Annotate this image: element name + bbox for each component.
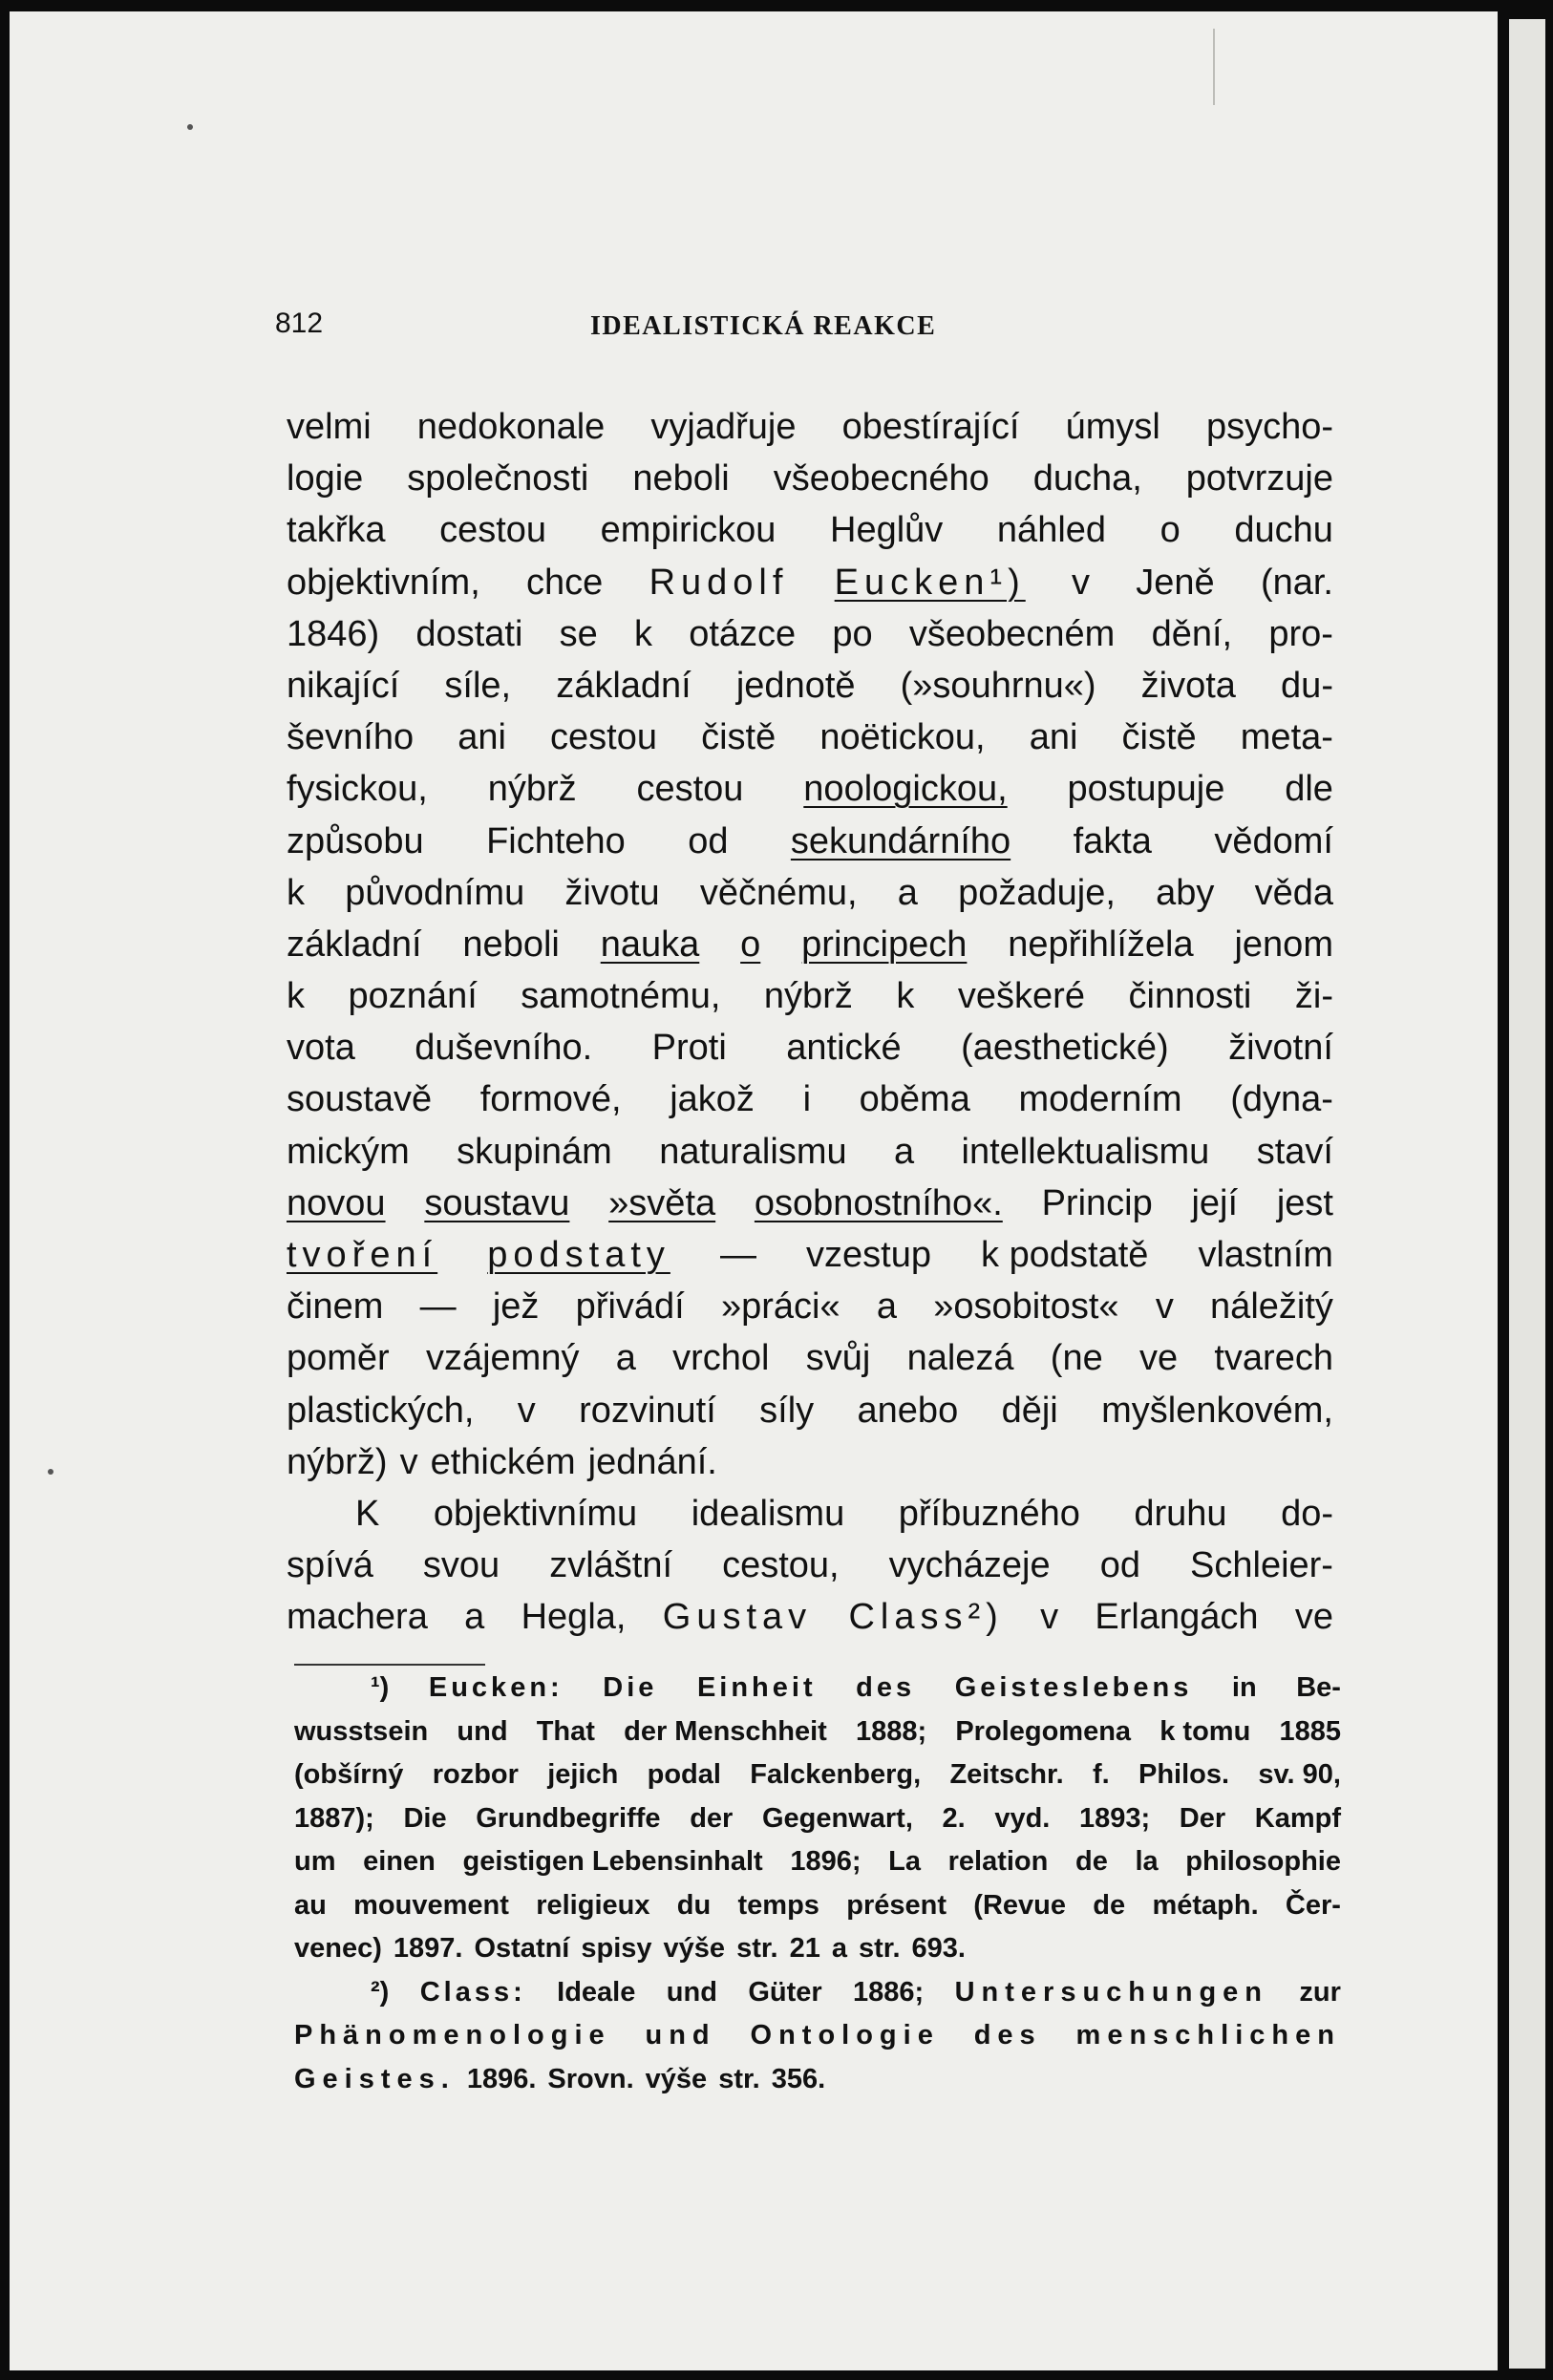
word: ži- — [1294, 976, 1333, 1017]
word: und — [645, 2020, 716, 2051]
footnote-line — [294, 1797, 1341, 1841]
word: logie — [287, 458, 364, 499]
word: K — [355, 1493, 380, 1534]
word: philosophie — [1185, 1846, 1341, 1877]
word: v — [399, 1441, 418, 1482]
word: jest — [1276, 1182, 1333, 1223]
word: jenom — [1234, 924, 1333, 965]
word: str. — [718, 2063, 760, 2094]
footnote-line — [294, 1753, 1341, 1797]
word: věčnému, — [699, 872, 858, 913]
word: novou — [287, 1182, 386, 1223]
word: i — [802, 1079, 812, 1120]
word: rozbor — [432, 1759, 519, 1790]
word: zvláštní — [549, 1545, 673, 1586]
word: takřka — [287, 510, 386, 551]
word: ducha, — [1032, 458, 1142, 499]
word: relation — [947, 1846, 1049, 1877]
word: myšlenkovém, — [1101, 1390, 1333, 1431]
word: 1888; — [856, 1715, 927, 1747]
word: cestou — [439, 510, 547, 551]
word: cestou — [636, 769, 744, 810]
word: 2. — [942, 1802, 966, 1834]
word: vyjadřuje — [650, 407, 797, 447]
word: se — [559, 613, 598, 654]
footnotes — [294, 1667, 1341, 2101]
word: cestou — [550, 717, 657, 758]
text-line — [287, 1540, 1333, 1591]
word: Geistes. — [294, 2063, 456, 2094]
word: Gegenwart, — [761, 1802, 913, 1834]
text-line — [287, 557, 1333, 608]
word: poměr — [287, 1338, 390, 1379]
word: (obšírný — [294, 1759, 404, 1790]
word: plastických, — [287, 1390, 475, 1431]
word: úmysl — [1065, 407, 1160, 447]
word: psycho- — [1205, 407, 1333, 447]
word: 1893; — [1078, 1802, 1151, 1834]
word: a — [876, 1286, 897, 1328]
footnote-line — [294, 2014, 1341, 2058]
word: Hegla, — [521, 1597, 627, 1638]
word: ani — [1029, 717, 1078, 758]
word: That — [536, 1715, 595, 1747]
word: druhu — [1134, 1493, 1227, 1534]
word: (»souhrnu«) — [900, 665, 1096, 706]
word: Philos. — [1138, 1759, 1230, 1790]
word: a — [897, 872, 918, 913]
word: noologickou, — [803, 769, 1008, 810]
word: objektivním, — [287, 562, 480, 603]
word: ději — [1001, 1390, 1058, 1431]
word: chce — [526, 562, 604, 603]
spaced-term: tvoření — [287, 1235, 438, 1275]
word: 1886; — [853, 1976, 925, 2008]
word: Class: — [419, 1976, 526, 2008]
word: intellektualismu — [961, 1131, 1210, 1172]
word: la — [1135, 1846, 1159, 1877]
spaced-name: Eucken¹) — [834, 562, 1026, 603]
word: vědomí — [1214, 820, 1333, 861]
word: nepřihlížela — [1008, 924, 1194, 965]
speck-mark — [187, 124, 193, 130]
word: základní — [287, 924, 422, 965]
word: mouvement — [353, 1889, 509, 1921]
text-line — [287, 401, 1333, 453]
word: vzestup — [806, 1235, 931, 1275]
word: vlastním — [1198, 1235, 1333, 1275]
word: k — [287, 976, 305, 1017]
word: Srovn. — [547, 2063, 634, 2094]
word: str. — [859, 1933, 901, 1964]
word: des — [856, 1672, 916, 1703]
word: du — [676, 1889, 712, 1921]
word: — — [419, 1286, 457, 1328]
word: veškeré — [957, 976, 1085, 1017]
word: všeobecného — [773, 458, 989, 499]
word: výše — [663, 1933, 726, 1964]
word: základní — [556, 665, 691, 706]
text-line — [287, 816, 1333, 867]
word: empirickou — [600, 510, 776, 551]
footnote-line — [294, 1927, 1341, 1971]
word: antické — [786, 1028, 902, 1069]
word: soustavu — [424, 1182, 570, 1223]
word: »osobitost« — [933, 1286, 1119, 1328]
word: spisy — [581, 1933, 652, 1964]
word: jakož — [670, 1079, 755, 1120]
word: de — [1074, 1846, 1108, 1877]
word: tvarech — [1214, 1338, 1333, 1379]
text-line — [287, 1488, 1333, 1540]
word: oběma — [859, 1079, 970, 1120]
running-title: IDEALISTICKÁ REAKCE — [590, 311, 937, 341]
word: Ostatní — [474, 1933, 570, 1964]
word: čistě — [701, 717, 776, 758]
word: života — [1140, 665, 1236, 706]
text-line — [287, 608, 1333, 660]
word: jež — [492, 1286, 540, 1328]
word: způsobu — [287, 820, 424, 861]
text-line — [287, 712, 1333, 763]
word: podal — [647, 1759, 721, 1790]
word: nalezá — [906, 1338, 1014, 1379]
word: od — [1099, 1545, 1140, 1586]
word: 693. — [911, 1933, 966, 1964]
word: des — [973, 2020, 1042, 2051]
word: životu — [564, 872, 660, 913]
word: pro- — [1268, 613, 1333, 654]
word: samotnému, — [521, 976, 721, 1017]
word: Proti — [651, 1028, 727, 1069]
footnote-line — [294, 1971, 1341, 2015]
page-header — [275, 308, 1345, 355]
word: 1897. — [393, 1933, 463, 1964]
word: Erlangách — [1095, 1597, 1259, 1638]
word: objektivnímu — [433, 1493, 638, 1534]
word: vrchol — [672, 1338, 770, 1379]
word: od — [688, 820, 729, 861]
word: temps — [737, 1889, 819, 1921]
footnote-line — [294, 1667, 1341, 1711]
word: neboli — [632, 458, 730, 499]
word: jednání. — [587, 1441, 717, 1482]
word: nikající — [287, 665, 400, 706]
word: Zeitschr. — [949, 1759, 1064, 1790]
word: staví — [1256, 1131, 1333, 1172]
word: Schleier- — [1190, 1545, 1333, 1586]
word: Falckenberg, — [750, 1759, 922, 1790]
word: (aesthetické) — [961, 1028, 1169, 1069]
word: duchu — [1234, 510, 1333, 551]
word: a — [464, 1597, 485, 1638]
word: (dyna- — [1230, 1079, 1333, 1120]
word: Ideale — [557, 1976, 636, 2008]
word: La — [888, 1846, 921, 1877]
word: 1896. — [466, 2063, 537, 2094]
word: — — [719, 1235, 756, 1275]
word: náležitý — [1210, 1286, 1333, 1328]
word: její — [1191, 1182, 1239, 1223]
word: sv. 90, — [1258, 1759, 1341, 1790]
word: svůj — [805, 1338, 871, 1379]
word: potvrzuje — [1185, 458, 1333, 499]
word: síly — [759, 1390, 815, 1431]
word: Prolegomena — [955, 1715, 1132, 1747]
word: příbuzného — [898, 1493, 1080, 1534]
word: životní — [1228, 1028, 1333, 1069]
word: ani — [457, 717, 506, 758]
word: au — [294, 1889, 327, 1921]
text-line — [287, 504, 1333, 556]
word: síle, — [444, 665, 512, 706]
main-text — [287, 401, 1333, 1644]
word: ²) — [371, 1976, 390, 2008]
word: formové, — [479, 1079, 622, 1120]
footnote-line — [294, 1711, 1341, 1754]
word: fakta — [1073, 820, 1152, 861]
word: (Revue — [973, 1889, 1066, 1921]
word: o — [740, 924, 761, 965]
word: poznání — [348, 976, 478, 1017]
word: métaph. — [1152, 1889, 1259, 1921]
word: původnímu — [345, 872, 525, 913]
word: všeobecném — [908, 613, 1116, 654]
word: spívá — [287, 1545, 373, 1586]
word: a — [894, 1131, 915, 1172]
word: po — [832, 613, 873, 654]
spaced-name: Gustav — [662, 1597, 813, 1638]
word: und — [666, 1976, 717, 2008]
word: 1846) — [287, 613, 380, 654]
word: meta- — [1240, 717, 1333, 758]
word: Geisteslebens — [954, 1672, 1193, 1703]
word: nedokonale — [416, 407, 606, 447]
word: Čer- — [1285, 1889, 1341, 1921]
word: vycházeje — [888, 1545, 1051, 1586]
text-line — [287, 919, 1333, 970]
word: mickým — [287, 1131, 410, 1172]
word: čistě — [1121, 717, 1197, 758]
word: a — [615, 1338, 636, 1379]
word: činnosti — [1128, 976, 1252, 1017]
spaced-name: Class²) — [848, 1597, 1004, 1638]
word: ¹) — [371, 1672, 390, 1703]
word: »práci« — [720, 1286, 840, 1328]
word: o — [1159, 510, 1181, 551]
text-line — [287, 1126, 1333, 1178]
word: fysickou, — [287, 769, 428, 810]
word: ve — [1294, 1597, 1333, 1638]
word: str. — [736, 1933, 778, 1964]
word: v — [1072, 562, 1090, 603]
word: Eucken: — [428, 1672, 564, 1703]
word: religieux — [536, 1889, 650, 1921]
word: in — [1231, 1672, 1257, 1703]
speck-mark — [48, 1469, 53, 1475]
page-number: 812 — [275, 308, 324, 339]
crease-mark — [1213, 29, 1215, 105]
word: věda — [1254, 872, 1333, 913]
text-line — [287, 660, 1333, 712]
word: Güter — [748, 1976, 822, 2008]
word: der — [690, 1802, 734, 1834]
word: (nar. — [1260, 562, 1333, 603]
word: principech — [801, 924, 968, 965]
word: otázce — [689, 613, 797, 654]
word: ševního — [287, 717, 415, 758]
word: nýbrž) — [287, 1441, 388, 1482]
word: skupinám — [457, 1131, 612, 1172]
text-line — [287, 1332, 1333, 1384]
word: Die — [403, 1802, 447, 1834]
word: einen — [363, 1846, 436, 1877]
word: výše — [645, 2063, 708, 2094]
word: Untersuchungen — [954, 1976, 1269, 2008]
word: v — [517, 1390, 536, 1431]
word: rozvinutí — [579, 1390, 716, 1431]
word: cestou, — [722, 1545, 840, 1586]
text-line — [287, 763, 1333, 815]
word: Jeně — [1136, 562, 1215, 603]
word: Kampf — [1254, 1802, 1341, 1834]
word: (ne — [1050, 1338, 1103, 1379]
spaced-term: podstaty — [487, 1235, 670, 1275]
word: »světa — [608, 1182, 716, 1223]
word: noëtickou, — [819, 717, 986, 758]
word: jednotě — [735, 665, 856, 706]
word: geistigen Lebensinhalt — [462, 1846, 763, 1877]
word: ethickém — [430, 1441, 576, 1482]
text-line — [287, 1022, 1333, 1073]
adjacent-page-edge — [1509, 19, 1545, 2369]
spaced-name: Rudolf — [649, 562, 789, 603]
text-line — [287, 1073, 1333, 1125]
word: der Menschheit — [624, 1715, 827, 1747]
word: 1887); — [294, 1802, 374, 1834]
word: 1885 — [1279, 1715, 1341, 1747]
word: k — [287, 872, 305, 913]
text-line — [287, 1591, 1333, 1643]
word: 1896; — [790, 1846, 862, 1877]
footnote-divider — [294, 1664, 485, 1666]
word: duševního. — [415, 1028, 593, 1069]
word: nýbrž — [763, 976, 853, 1017]
word: v — [1155, 1286, 1174, 1328]
word: vyd. — [994, 1802, 1051, 1834]
word: venec) — [294, 1933, 382, 1964]
word: nýbrž — [487, 769, 577, 810]
word: přivádí — [575, 1286, 685, 1328]
word: Be- — [1296, 1672, 1341, 1703]
word: idealismu — [691, 1493, 845, 1534]
word: a — [831, 1933, 847, 1964]
footnote-line — [294, 1840, 1341, 1884]
word: soustavě — [287, 1079, 433, 1120]
word: naturalismu — [659, 1131, 847, 1172]
word: Phänomenologie — [294, 2020, 611, 2051]
word: k podstatě — [981, 1235, 1149, 1275]
word: menschlichen — [1075, 2020, 1341, 2051]
word: svou — [422, 1545, 500, 1586]
word: společnosti — [407, 458, 589, 499]
word: vota — [287, 1028, 355, 1069]
word: zur — [1299, 1976, 1341, 2008]
text-line — [287, 867, 1333, 919]
word: machera — [287, 1597, 428, 1638]
word: Die — [603, 1672, 658, 1703]
word: wusstsein — [294, 1715, 429, 1747]
word: dění, — [1151, 613, 1233, 654]
word: anebo — [857, 1390, 959, 1431]
word: dostati — [415, 613, 523, 654]
word: velmi — [287, 407, 372, 447]
word: Der — [1179, 1802, 1226, 1834]
text-line — [287, 1229, 1333, 1281]
word: Ontologie — [750, 2020, 940, 2051]
word: Einheit — [696, 1672, 817, 1703]
word: Fichteho — [486, 820, 626, 861]
word: k tomu — [1159, 1715, 1251, 1747]
word: ve — [1138, 1338, 1179, 1379]
footnote-line — [294, 2058, 1341, 2102]
word: Princip — [1041, 1182, 1153, 1223]
text-line — [287, 1281, 1333, 1332]
word: postupuje — [1067, 769, 1225, 810]
word: do- — [1281, 1493, 1333, 1534]
word: sekundárního — [790, 820, 1011, 861]
word: présent — [846, 1889, 947, 1921]
word: k — [633, 613, 652, 654]
word: osobnostního«. — [754, 1182, 1003, 1223]
word: činem — [287, 1286, 384, 1328]
word: náhled — [996, 510, 1107, 551]
text-line — [287, 1385, 1333, 1436]
footnote-line — [294, 1884, 1341, 1928]
word: moderním — [1018, 1079, 1182, 1120]
word: nauka — [600, 924, 700, 965]
text-line — [287, 970, 1333, 1022]
word: 356. — [771, 2063, 826, 2094]
word: dle — [1285, 769, 1333, 810]
text-line — [287, 1436, 1333, 1488]
text-line — [287, 453, 1333, 504]
text-line — [287, 1178, 1333, 1229]
word: um — [294, 1846, 336, 1877]
word: neboli — [462, 924, 560, 965]
word: de — [1093, 1889, 1126, 1921]
word: f. — [1093, 1759, 1110, 1790]
word: obestírající — [841, 407, 1020, 447]
word: vzájemný — [425, 1338, 580, 1379]
word: Grundbegriffe — [476, 1802, 661, 1834]
word: du- — [1281, 665, 1333, 706]
word: v — [1040, 1597, 1059, 1638]
word: 21 — [789, 1933, 820, 1964]
word: požaduje, — [958, 872, 1116, 913]
word: jejich — [547, 1759, 619, 1790]
word: und — [457, 1715, 508, 1747]
word: k — [896, 976, 915, 1017]
word: Heglův — [830, 510, 944, 551]
word: aby — [1156, 872, 1215, 913]
